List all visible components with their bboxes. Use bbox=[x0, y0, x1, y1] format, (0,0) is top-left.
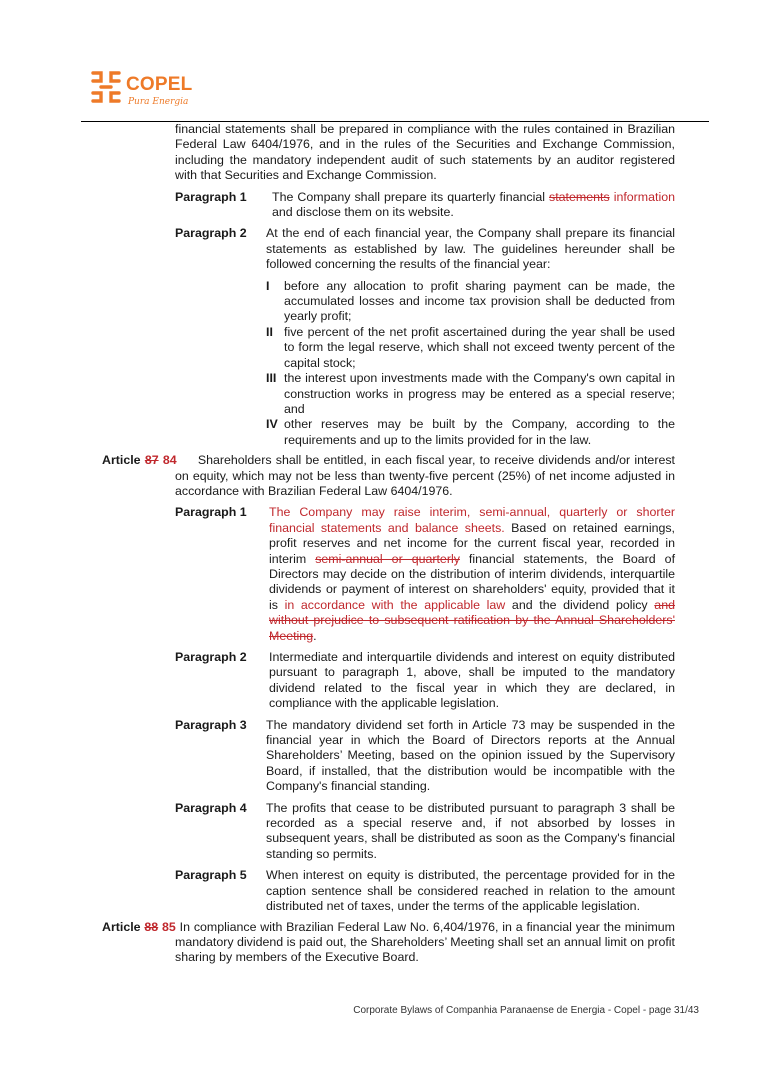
article-84-paragraph-2 bbox=[0, 650, 767, 712]
brand-name: COPEL bbox=[126, 74, 193, 95]
article-84: Article 87 84 Shareholders shall be entitled, in each fiscal year, to receive dividends and/or interest on equity, which may not be less than twenty-five percent (25%) of net income adjusted in accordance with Brazilian Federal Law 6404/1976. bbox=[102, 453, 675, 498]
paragraph-text: The Company may raise interim, semi-annual, quarterly or shorter financial statements and balance sheets. Based on retained earnings, profit reserves and net income for the current fiscal year, recorded in interim semi-annual or quarterly financial statements, the Board of Directors may decide on the distribution of interim dividends, interquartile dividends or payment of interest on shareholders' equity, provided that it is in accordance with the applicable law and the dividend policy and without prejudice to subsequent ratification by the Annual Shareholders' Meeting. bbox=[269, 505, 676, 643]
page-footer: Corporate Bylaws of Companhia Paranaense de Energia - Copel - page 31/43 bbox=[353, 1005, 699, 1016]
paragraph-label: Paragraph 3 bbox=[175, 717, 247, 732]
copel-logo bbox=[90, 70, 200, 110]
paragraph-label: Paragraph 2 bbox=[175, 226, 247, 241]
deleted-text: semi-annual or quarterly bbox=[315, 551, 460, 566]
inserted-number: 84 bbox=[162, 453, 177, 468]
paragraph-label: Paragraph 1 bbox=[175, 189, 247, 204]
copel-cross-icon bbox=[90, 70, 122, 104]
inserted-text: information bbox=[613, 189, 675, 204]
list-item: IV other reserves may be built by the Company, according to the requirements and up to the limits provided for in the law. bbox=[266, 417, 675, 447]
paragraph-text: At the end of each financial year, the Company shall prepare its financial statements as established by law. The guidelines hereunder shall be followed concerning the results of the financial year: bbox=[266, 226, 675, 272]
paragraph-text: When interest on equity is distributed, the percentage provided for in the caption sentence shall be considered reached in relation to the amount distributed net of taxes, under the terms of the applicable legislation. bbox=[266, 868, 675, 914]
paragraph-1-quarterly bbox=[0, 190, 767, 221]
inserted-text: in accordance with the applicable law bbox=[284, 597, 506, 612]
deleted-text: and without prejudice to subsequent ratification by the Annual Shareholders' Meeting bbox=[269, 597, 675, 643]
paragraph-label: Paragraph 2 bbox=[175, 650, 247, 664]
article-label: Article 87 84 bbox=[102, 453, 177, 468]
article-85: Article 88 85 In compliance with Brazilian Federal Law No. 6,404/1976, in a financial year the minimum mandatory dividend is paid out, the Shareholders’ Meeting shall set an annual limit on profit sharing by members of the Executive Board. bbox=[102, 919, 675, 965]
paragraph-label: Paragraph 5 bbox=[175, 868, 247, 883]
intro-paragraph: financial statements shall be prepared in compliance with the rules contained in Brazilian Federal Law 6404/1976, and in the rules of the Securities and Exchange Commission, including the mandatory independent audit of such statements by an auditor registered with that Securities and Exchange Commission. bbox=[175, 122, 675, 183]
paragraph-text: The Company shall prepare its quarterly financial statements information and disclose them on its website. bbox=[272, 189, 675, 220]
deleted-number: 88 bbox=[144, 919, 159, 934]
paragraph-text: The profits that cease to be distributed pursuant to paragraph 3 shall be recorded as a special reserve and, if not absorbed by losses in subsequent years, shall be distributed as soon as the Company's financial standing so permits. bbox=[266, 800, 675, 861]
article-84-paragraph-4 bbox=[0, 801, 767, 863]
list-item: II five percent of the net profit ascertained during the year shall be used to form the legal reserve, which shall not exceed twenty percent of the capital stock; bbox=[266, 324, 675, 370]
article-label: Article 88 85 bbox=[102, 919, 176, 934]
results-list bbox=[0, 279, 767, 448]
deleted-number: 87 bbox=[144, 453, 159, 468]
article-84-paragraph-1 bbox=[0, 505, 767, 644]
document-body bbox=[0, 122, 767, 966]
article-84-paragraph-3 bbox=[0, 718, 767, 795]
paragraph-text: The mandatory dividend set forth in Article 73 may be suspended in the financial year in which the Board of Directors reports at the Annual Shareholders’ Meeting, based on the opinion issued by the Supervisory Board, if installed, that the distribution would be incompatible with the Company's financial standing. bbox=[266, 717, 675, 794]
list-item: III the interest upon investments made with the Company's own capital in construction works in progress may be entered as a special reserve; and bbox=[266, 371, 675, 416]
paragraph-2-results bbox=[0, 226, 767, 272]
paragraph-label: Paragraph 1 bbox=[175, 505, 247, 520]
article-84-paragraph-5 bbox=[0, 868, 767, 914]
paragraph-text: Intermediate and interquartile dividends and interest on equity distributed pursuant to paragraph 1, above, shall be imputed to the mandatory dividend related to the fiscal year in which they are declared, in compliance with the applicable legislation. bbox=[269, 650, 675, 711]
inserted-number: 85 bbox=[162, 919, 176, 934]
list-item: I before any allocation to profit sharing payment can be made, the accumulated losses and income tax provision shall be deducted from yearly profit; bbox=[266, 278, 675, 324]
paragraph-label: Paragraph 4 bbox=[175, 800, 247, 815]
brand-tagline: Pura Energia bbox=[128, 97, 189, 107]
deleted-text: statements bbox=[549, 189, 610, 204]
